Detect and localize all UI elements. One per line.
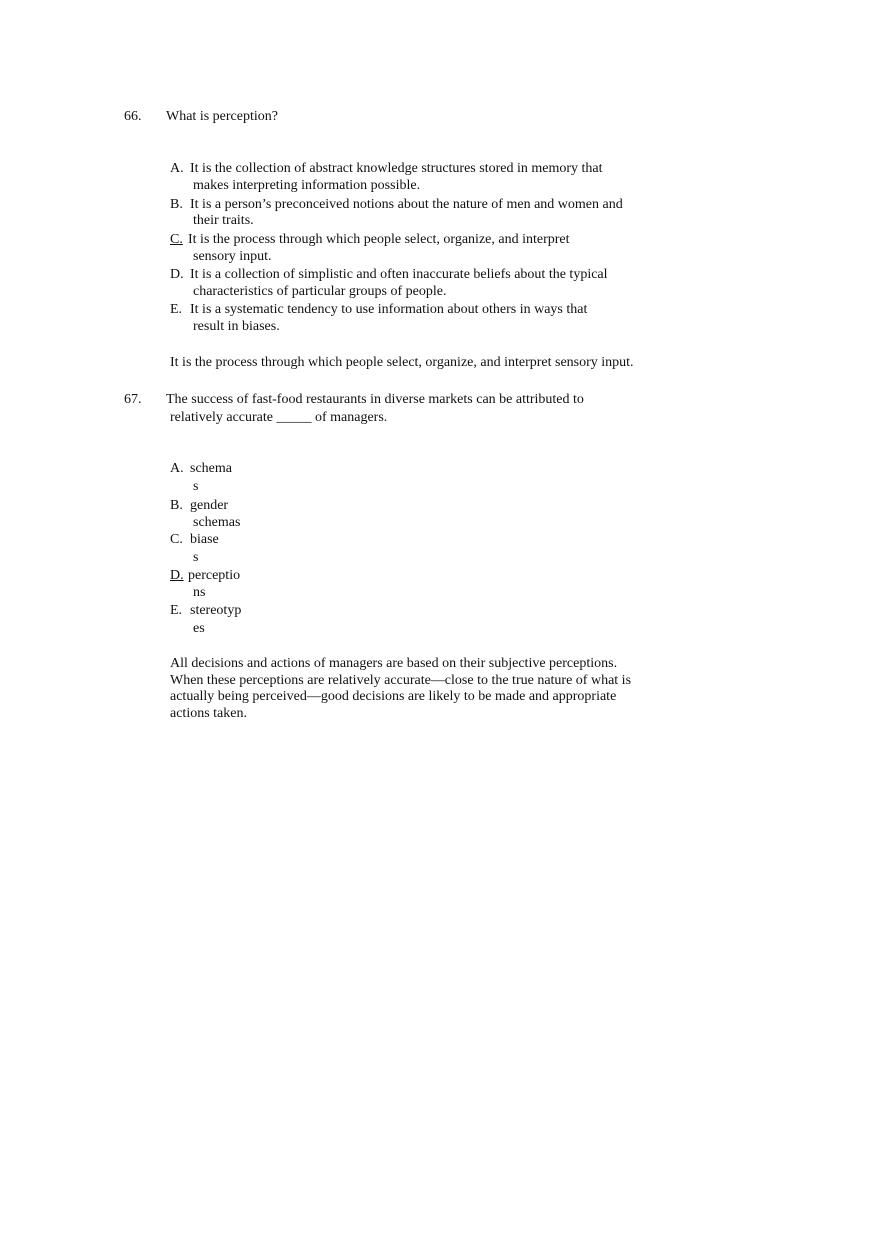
option-text-continued: es — [193, 621, 205, 636]
question-stem-continued: relatively accurate _____ of managers. — [170, 410, 388, 425]
question-number: 66. — [124, 109, 142, 124]
answer-explanation-line: actions taken. — [170, 706, 247, 721]
option-letter: C. — [170, 532, 183, 547]
answer-explanation-line: When these perceptions are relatively accurate—close to the true nature of what is — [170, 673, 632, 688]
option-text: It is a collection of simplistic and often inaccurate beliefs about the typical — [190, 267, 608, 282]
question-stem: The success of fast-food restaurants in diverse markets can be attributed to — [166, 392, 584, 407]
correct-option-letter: D. — [170, 568, 184, 583]
answer-explanation: It is the process through which people select, organize, and interpret sensory input. — [170, 355, 634, 370]
option-text-continued: makes interpreting information possible. — [193, 178, 421, 193]
option-text-continued: ns — [193, 585, 206, 600]
option-letter: A. — [170, 161, 184, 176]
option-letter: E. — [170, 302, 183, 317]
option-text: stereotyp — [190, 603, 242, 618]
option-letter: E. — [170, 603, 183, 618]
option-text-continued: s — [193, 550, 199, 565]
option-text-continued: result in biases. — [193, 319, 280, 334]
option-letter: D. — [170, 267, 184, 282]
option-letter: B. — [170, 197, 183, 212]
option-letter: A. — [170, 461, 184, 476]
correct-option-letter: C. — [170, 232, 183, 247]
option-text-continued: sensory input. — [193, 249, 272, 264]
option-text: biase — [190, 532, 219, 547]
option-text-continued: characteristics of particular groups of people. — [193, 284, 447, 299]
option-text: gender — [190, 498, 229, 513]
option-text: It is a person’s preconceived notions about the nature of men and women and — [190, 197, 623, 212]
option-text: It is a systematic tendency to use information about others in ways that — [190, 302, 588, 317]
option-text-continued: s — [193, 479, 199, 494]
option-text: It is the collection of abstract knowledge structures stored in memory that — [190, 161, 603, 176]
question-number: 67. — [124, 392, 142, 407]
option-letter: B. — [170, 498, 183, 513]
option-text-continued: their traits. — [193, 213, 254, 228]
option-text: schema — [190, 461, 232, 476]
option-text: perceptio — [188, 568, 241, 583]
option-text-continued: schemas — [193, 515, 241, 530]
question-stem: What is perception? — [166, 109, 278, 124]
option-text: It is the process through which people select, organize, and interpret — [188, 232, 570, 247]
answer-explanation-line: actually being perceived—good decisions are likely to be made and appropriate — [170, 689, 617, 704]
answer-explanation: All decisions and actions of managers are based on their subjective perceptions. — [170, 656, 618, 671]
